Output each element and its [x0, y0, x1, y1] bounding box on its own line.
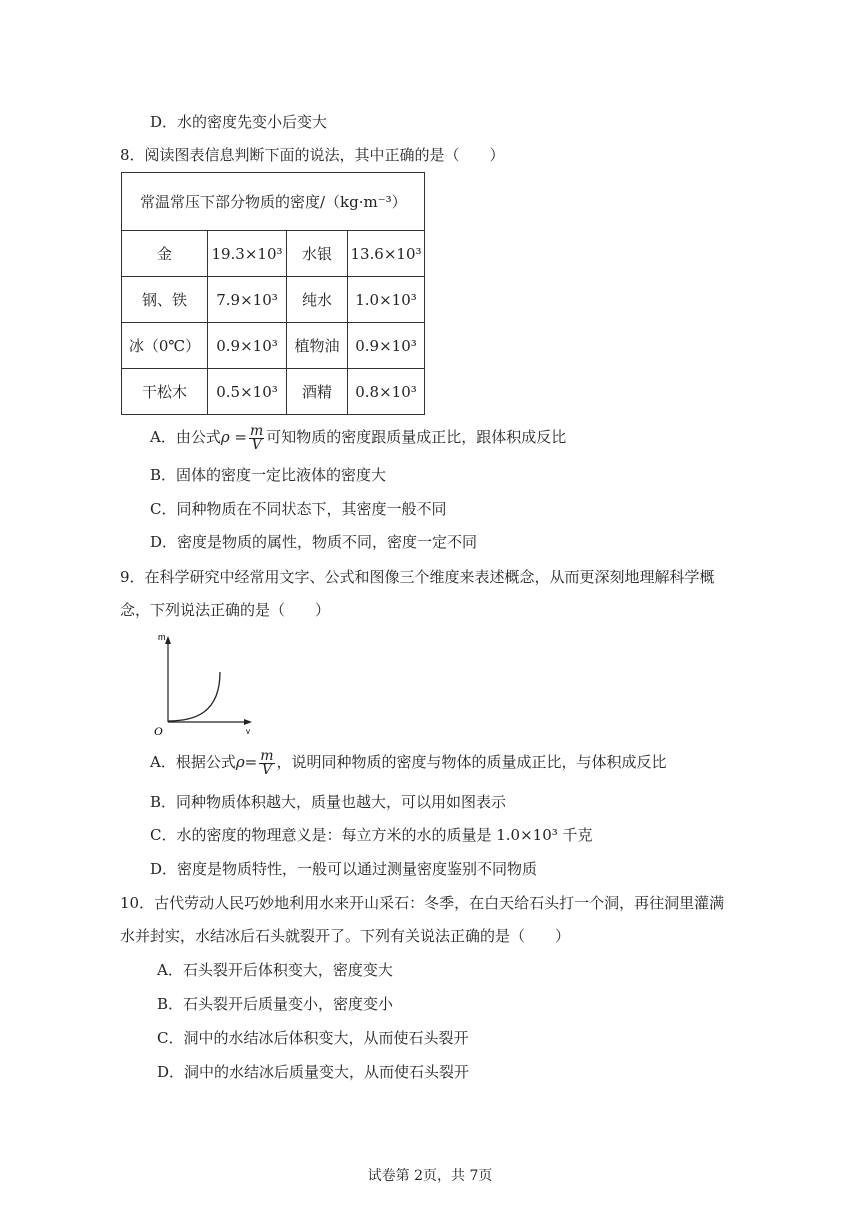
q8-option-d: D．密度是物质的属性，物质不同，密度一定不同 [150, 533, 478, 551]
table-cell: 钢、铁 [122, 277, 208, 323]
q9-option-a-post: ，说明同种物质的密度与物体的质量成正比，与体积成反比 [276, 753, 667, 771]
q10-option-d: D．洞中的水结冰后质量变大，从而使石头裂开 [157, 1063, 470, 1081]
table-cell: 冰（0℃） [122, 323, 208, 369]
x-axis-arrow [244, 719, 252, 725]
q10-option-c: C．洞中的水结冰后体积变大，从而使石头裂开 [157, 1029, 469, 1047]
q9-option-c: C．水的密度的物理意义是：每立方米的水的质量是 1.0×10³ 千克 [150, 826, 593, 844]
q9-option-a [150, 747, 667, 777]
q8-option-a-pre: A．由公式 [150, 428, 221, 446]
table-cell: 7.9×10³ [208, 277, 287, 323]
formula-numerator: m [260, 747, 274, 764]
table-cell: 植物油 [287, 323, 348, 369]
table-cell: 13.6×10³ [348, 231, 425, 277]
table-cell: 纯水 [287, 277, 348, 323]
q9-option-b: B．同种物质体积越大，质量也越大，可以用如图表示 [150, 793, 507, 811]
table-cell: 0.8×10³ [348, 369, 425, 415]
formula-fraction [249, 422, 264, 453]
q10-stem-line2: 水并封实，水结冰后石头就裂开了。下列有关说法正确的是（ ） [120, 927, 571, 945]
q10-option-a: A．石头裂开后体积变大，密度变大 [157, 961, 393, 979]
q9-stem-line1: 9．在科学研究中经常用文字、公式和图像三个维度来表述概念，从而更深刻地理解科学概 [120, 568, 715, 586]
curve [168, 672, 220, 721]
q10-stem-line1: 10．古代劳动人民巧妙地利用水来开山采石：冬季，在白天给石头打一个洞，再往洞里灌满 [120, 894, 725, 912]
formula-denominator: V [251, 436, 262, 453]
table-cell: 0.9×10³ [348, 323, 425, 369]
table-cell: 酒精 [287, 369, 348, 415]
formula-denominator: V [261, 761, 272, 778]
table-cell: 水银 [287, 231, 348, 277]
origin-label: O [154, 724, 163, 738]
density-table-header: 常温常压下部分物质的密度/（kg·m⁻³） [122, 173, 425, 231]
formula-numerator: m [250, 422, 264, 439]
q8-option-b: B．固体的密度一定比液体的密度大 [150, 466, 387, 484]
y-axis-arrow [165, 636, 171, 644]
formula-lhs: ρ= [235, 753, 258, 771]
formula-lhs: ρ = [220, 428, 247, 446]
density-table [121, 172, 425, 415]
q8-option-a [150, 422, 566, 452]
mass-volume-graph [150, 628, 260, 738]
q10-option-b: B．石头裂开后质量变小，密度变小 [157, 995, 394, 1013]
q9-option-a-pre: A．根据公式 [150, 753, 236, 771]
table-cell: 0.5×10³ [208, 369, 287, 415]
q8-option-a-post: 可知物质的密度跟质量成正比，跟体积成反比 [266, 428, 567, 446]
table-cell: 干松木 [122, 369, 208, 415]
table-cell: 金 [122, 231, 208, 277]
q7-option-d: D．水的密度先变小后变大 [150, 113, 328, 131]
table-cell: 19.3×10³ [208, 231, 287, 277]
q8-stem: 8．阅读图表信息判断下面的说法，其中正确的是（ ） [120, 146, 505, 164]
q8-option-c: C．同种物质在不同状态下，其密度一般不同 [150, 500, 447, 518]
y-axis-label: m [158, 632, 166, 642]
table-cell: 0.9×10³ [208, 323, 287, 369]
formula-fraction [259, 747, 274, 778]
table-cell: 1.0×10³ [348, 277, 425, 323]
x-axis-label: v [246, 727, 250, 736]
q9-option-d: D．密度是物质特性，一般可以通过测量密度鉴别不同物质 [150, 860, 538, 878]
q9-stem-line2: 念，下列说法正确的是（ ） [120, 601, 331, 619]
page-footer: 试卷第 2页，共 7页 [367, 1168, 493, 1184]
